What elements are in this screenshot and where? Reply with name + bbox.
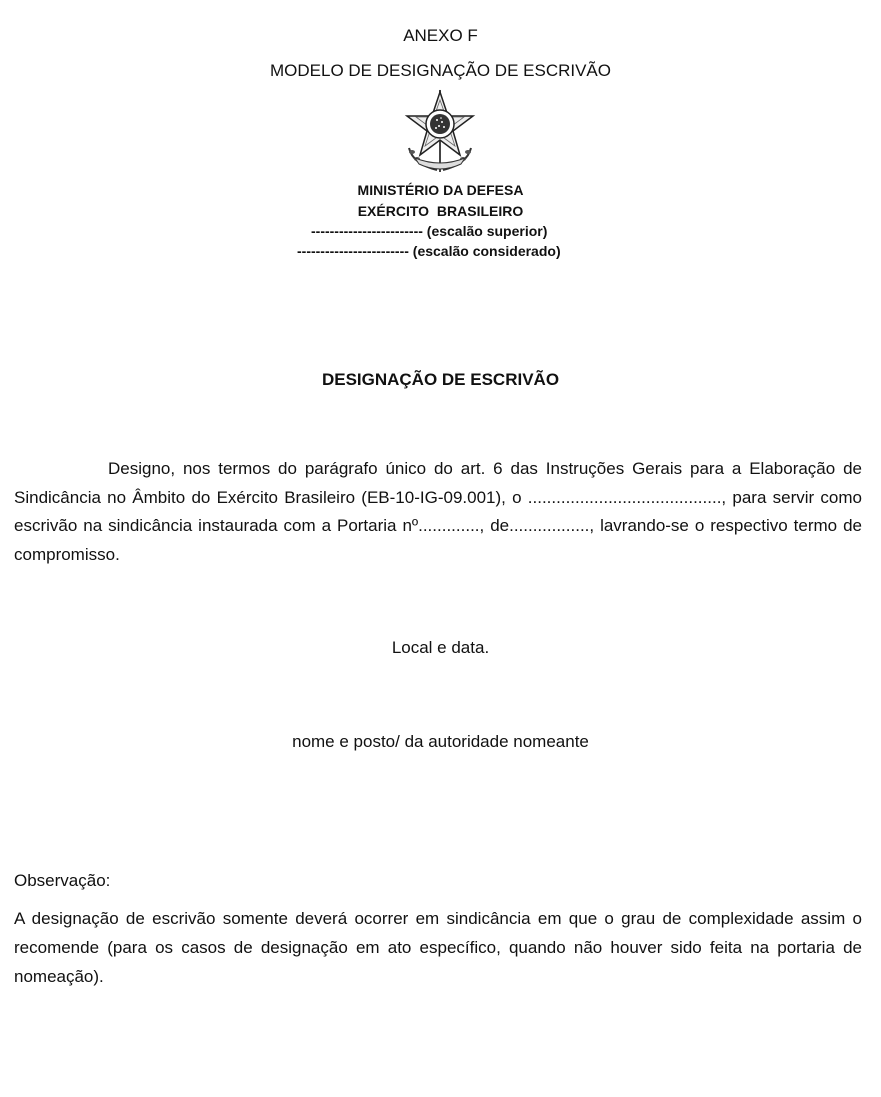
- army-heading: EXÉRCITO BRASILEIRO: [357, 203, 524, 219]
- annex-title: MODELO DE DESIGNAÇÃO DE ESCRIVÃO: [269, 61, 611, 80]
- annex-label: ANEXO F: [403, 26, 478, 45]
- coat-of-arms-icon: [399, 88, 481, 174]
- observation-label: Observação:: [14, 871, 111, 890]
- designation-paragraph: Designo, nos termos do parágrafo único do art. 6 das Instruções Gerais para a Elaboração de Sindicância no Âmbito do Exército Brasileiro (EB-10-IG-09.001), o ........................................., para servir como escrivão na sindicância instaurada com a Portaria nº............., de................., lavrando-se o respectivo termo de compromisso.: [14, 459, 862, 564]
- observation-text: A designação de escrivão somente deverá ocorrer em sindicância em que o grau de complexidade assim o recomende (para os casos de designação em ato específico, quando não houver sido feita na portaria de nomeação).: [14, 909, 862, 986]
- ministry-heading: MINISTÉRIO DA DEFESA: [357, 182, 524, 198]
- superior-echelon-line: ------------------------ (escalão superior): [311, 223, 548, 239]
- considered-echelon-line: ------------------------ (escalão considerado): [297, 243, 561, 259]
- document-title: DESIGNAÇÃO DE ESCRIVÃO: [321, 370, 560, 389]
- place-and-date: Local e data.: [391, 638, 490, 657]
- signature-line: nome e posto/ da autoridade nomeante: [292, 732, 589, 751]
